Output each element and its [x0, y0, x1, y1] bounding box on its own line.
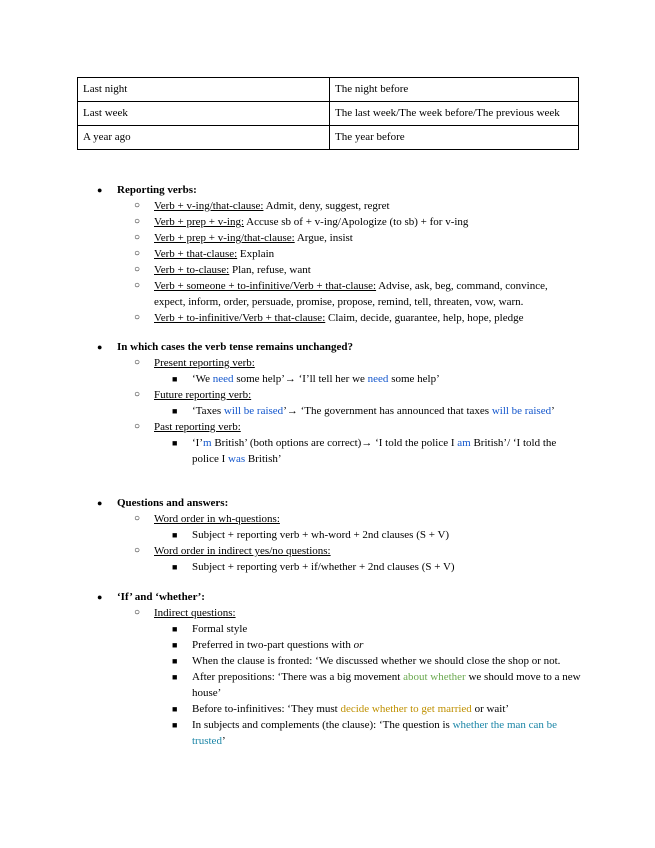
- list-item: [0, 527, 655, 543]
- square-bullet-icon: ■: [172, 530, 178, 540]
- highlight-text: need: [212, 373, 234, 385]
- example-text: British’/ ‘I told the police I: [192, 437, 557, 465]
- example-text: British’ (both options are correct)→ ‘I told the police I: [211, 437, 458, 449]
- list-item: [0, 701, 655, 717]
- example-text: British’: [245, 453, 282, 465]
- rule-text: When the clause is fronted: ‘We discussed whether we should close the shop or not.: [192, 655, 561, 667]
- list-item: [0, 371, 655, 387]
- list-item: [0, 419, 655, 435]
- list-item: [0, 182, 655, 198]
- table-cell: Last week: [78, 102, 330, 126]
- square-bullet-icon: ■: [172, 672, 178, 682]
- square-bullet-icon: ■: [172, 720, 178, 730]
- rule-text: ’: [221, 735, 226, 747]
- circle-bullet-icon: ○: [134, 280, 141, 291]
- rule-text: Formal style: [192, 623, 248, 635]
- pattern-label: Verb + prep + v-ing:: [154, 216, 244, 228]
- list-item: [0, 669, 655, 701]
- section-if-whether: [0, 589, 655, 749]
- square-bullet-icon: ■: [172, 656, 178, 666]
- example-text: some help’: [388, 373, 440, 385]
- example-text: ’: [551, 405, 555, 417]
- subheading: Word order in wh-questions:: [154, 513, 280, 525]
- section-tense-unchanged: [0, 339, 655, 467]
- highlight-text: will be raised: [491, 405, 552, 417]
- table-cell: The year before: [330, 126, 579, 150]
- section-heading: Questions and answers:: [117, 497, 229, 509]
- bullet-icon: ●: [97, 185, 103, 195]
- pattern-text: Plan, refuse, want: [229, 264, 311, 276]
- pattern-label: Verb + that-clause:: [154, 248, 238, 260]
- example-text: ‘Taxes: [192, 405, 224, 417]
- table-cell: A year ago: [78, 126, 330, 150]
- rule-text: Subject + reporting verb + if/whether + 2nd clauses (S + V): [192, 561, 455, 573]
- circle-bullet-icon: ○: [134, 357, 141, 368]
- list-item: [0, 653, 655, 669]
- square-bullet-icon: ■: [172, 704, 178, 714]
- bullet-icon: ●: [97, 342, 103, 352]
- rule-text: we should move to a new house’: [192, 671, 581, 699]
- section-heading: In which cases the verb tense remains unchanged?: [117, 341, 354, 353]
- square-bullet-icon: ■: [172, 438, 178, 448]
- rule-text: Preferred in two-part questions with: [192, 639, 354, 651]
- list-item: [0, 355, 655, 371]
- list-item: [0, 262, 655, 278]
- list-item: [0, 637, 655, 653]
- time-expressions-table: [77, 77, 579, 150]
- list-item: [0, 495, 655, 511]
- rule-text: After prepositions: ‘There was a big movement: [192, 671, 404, 683]
- section-heading: Reporting verbs:: [117, 184, 197, 196]
- section-heading: ‘If’ and ‘whether’:: [117, 591, 205, 603]
- rule-text: Before to-infinitives: ‘They must: [192, 703, 341, 715]
- circle-bullet-icon: ○: [134, 421, 141, 432]
- subheading: Indirect questions:: [154, 607, 236, 619]
- highlight-text: decide whether to get married: [340, 703, 472, 715]
- pattern-text: Explain: [237, 248, 275, 260]
- rule-text: In subjects and complements (the clause): ‘The question is: [192, 719, 453, 731]
- highlight-text: m: [203, 437, 212, 449]
- circle-bullet-icon: ○: [134, 264, 141, 275]
- highlight-text: am: [457, 437, 471, 449]
- pattern-text: Claim, decide, guarantee, help, hope, pledge: [325, 312, 524, 324]
- list-item: [0, 511, 655, 527]
- list-item: [0, 559, 655, 575]
- circle-bullet-icon: ○: [134, 513, 141, 524]
- square-bullet-icon: ■: [172, 562, 178, 572]
- list-item: [0, 339, 655, 355]
- section-reporting-verbs: [0, 182, 655, 326]
- table-row: [78, 126, 579, 150]
- rule-text: Subject + reporting verb + wh-word + 2nd clauses (S + V): [192, 529, 450, 541]
- pattern-text: Admit, deny, suggest, regret: [263, 200, 390, 212]
- list-item: [0, 621, 655, 637]
- highlight-text: about whether: [403, 671, 466, 683]
- table-cell: Last night: [78, 78, 330, 102]
- bullet-icon: ●: [97, 498, 103, 508]
- square-bullet-icon: ■: [172, 624, 178, 634]
- list-item: [0, 435, 655, 467]
- subheading: Future reporting verb:: [154, 389, 252, 401]
- circle-bullet-icon: ○: [134, 389, 141, 400]
- section-questions-answers: [0, 495, 655, 575]
- list-item: [0, 543, 655, 559]
- circle-bullet-icon: ○: [134, 607, 141, 618]
- circle-bullet-icon: ○: [134, 248, 141, 259]
- italic-text: or: [353, 639, 364, 651]
- square-bullet-icon: ■: [172, 640, 178, 650]
- example-text: ’→ ‘The government has announced that taxes: [283, 405, 492, 417]
- list-item: [0, 246, 655, 262]
- highlight-text: need: [367, 373, 389, 385]
- list-item: [0, 198, 655, 214]
- highlight-text: whether the man can be trusted: [192, 719, 558, 747]
- table-cell: The night before: [330, 78, 579, 102]
- list-item: [0, 589, 655, 605]
- square-bullet-icon: ■: [172, 374, 178, 384]
- list-item: [0, 214, 655, 230]
- table-row: [78, 78, 579, 102]
- pattern-label: Verb + v-ing/that-clause:: [154, 200, 264, 212]
- pattern-label: Verb + to-clause:: [154, 264, 230, 276]
- pattern-text: Argue, insist: [294, 232, 353, 244]
- bullet-icon: ●: [97, 592, 103, 602]
- square-bullet-icon: ■: [172, 406, 178, 416]
- pattern-text: Accuse sb of + v-ing/Apologize (to sb) + for v-ing: [244, 216, 469, 228]
- rule-text: or wait’: [471, 703, 510, 715]
- subheading: Past reporting verb:: [154, 421, 241, 433]
- list-item: [0, 310, 655, 326]
- circle-bullet-icon: ○: [134, 545, 141, 556]
- circle-bullet-icon: ○: [134, 312, 141, 323]
- list-item: [0, 717, 655, 749]
- example-text: ‘I’: [192, 437, 203, 449]
- highlight-text: was: [228, 453, 246, 465]
- pattern-label: Verb + someone + to-infinitive/Verb + that-clause:: [154, 280, 377, 292]
- circle-bullet-icon: ○: [134, 200, 141, 211]
- circle-bullet-icon: ○: [134, 216, 141, 227]
- pattern-label: Verb + to-infinitive/Verb + that-clause:: [154, 312, 326, 324]
- subheading: Present reporting verb:: [154, 357, 255, 369]
- list-item: [0, 605, 655, 621]
- list-item: [0, 230, 655, 246]
- list-item: [0, 403, 655, 419]
- table-row: [78, 102, 579, 126]
- pattern-label: Verb + prep + v-ing/that-clause:: [154, 232, 295, 244]
- circle-bullet-icon: ○: [134, 232, 141, 243]
- table-cell: The last week/The week before/The previous week: [330, 102, 579, 126]
- list-item: [0, 278, 655, 310]
- subheading: Word order in indirect yes/no questions:: [154, 545, 331, 557]
- list-item: [0, 387, 655, 403]
- example-text: some help’→ ‘I’ll tell her we: [233, 373, 368, 385]
- example-text: ‘We: [192, 373, 213, 385]
- pattern-text: Advise, ask, beg, command, convince, expect, inform, order, persuade, promise, propose, remind, tell, threaten, vow, warn.: [154, 280, 548, 308]
- highlight-text: will be raised: [223, 405, 284, 417]
